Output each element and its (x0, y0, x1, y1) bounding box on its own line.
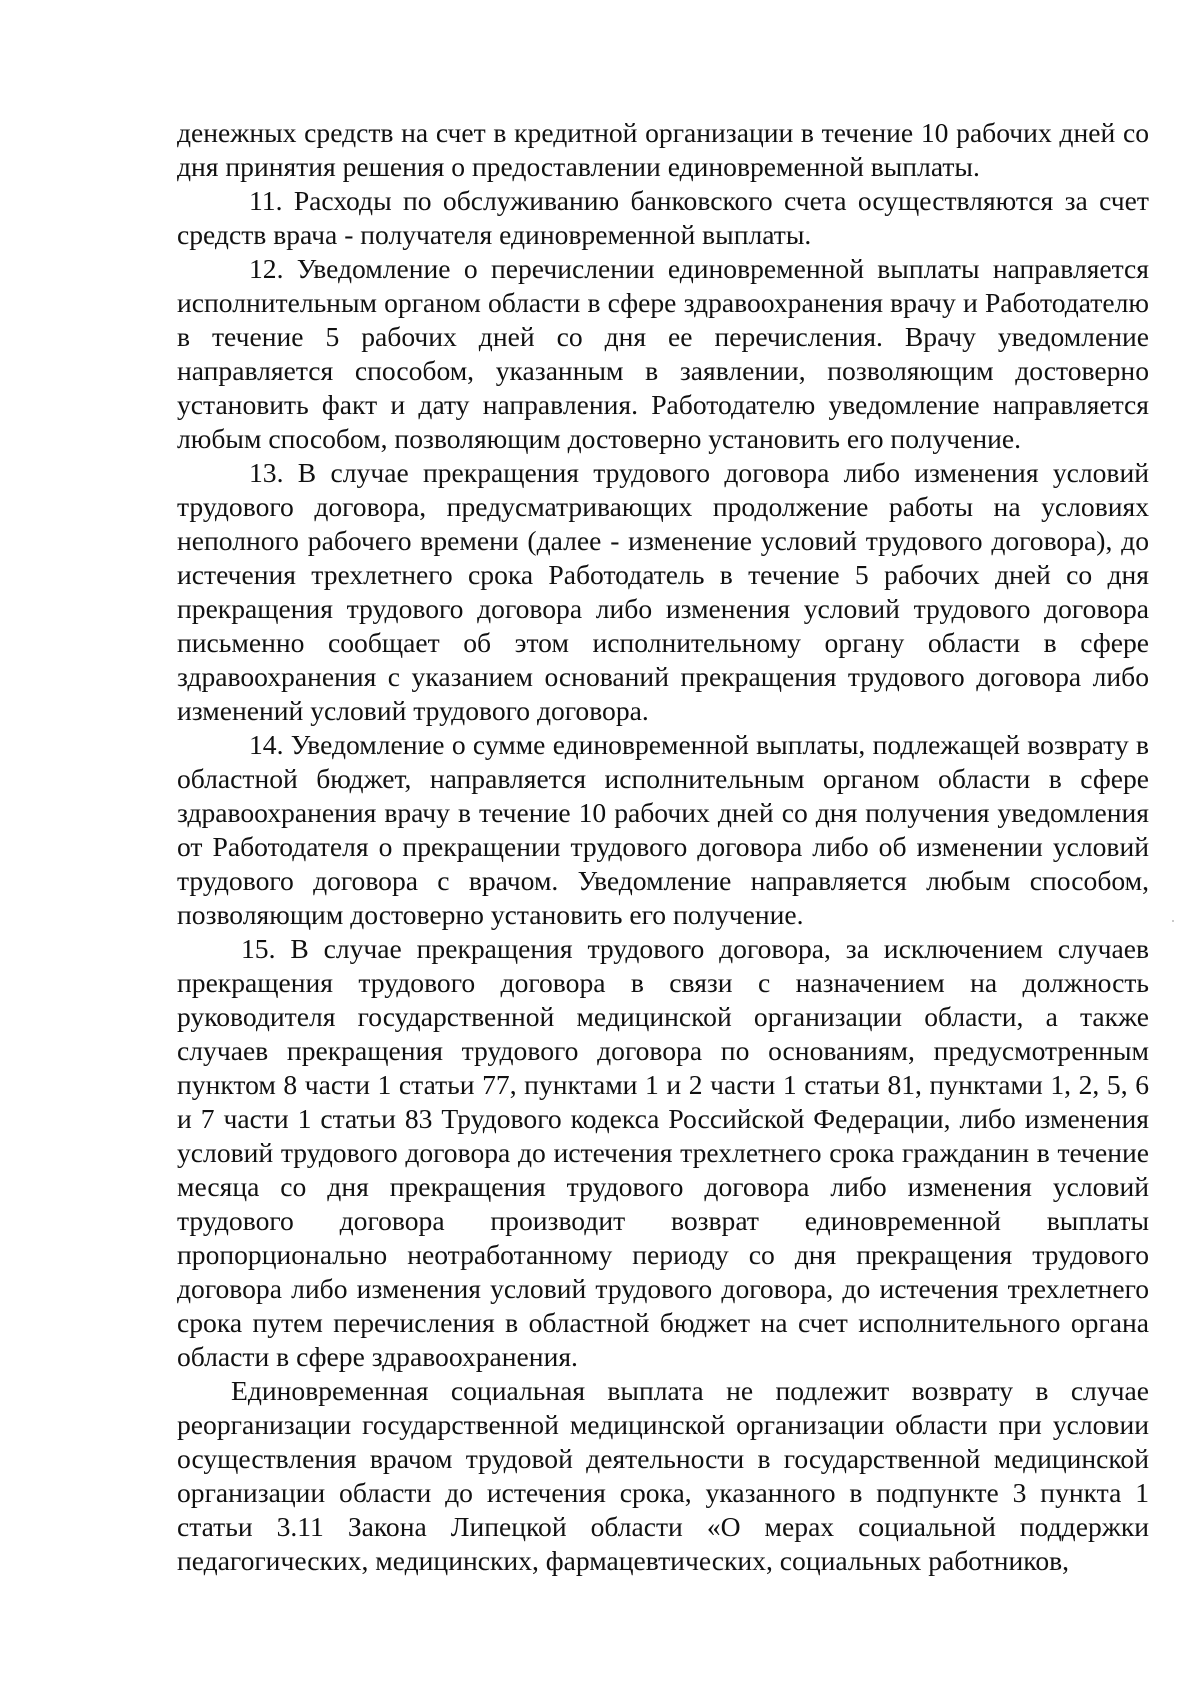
paragraph-12: 12. Уведомление о перечислении единовременной выплаты направляется исполнительным органом области в сфере здравоохранения врачу и Работодателю в течение 5 рабочих дней со дня ее перечисления. Врачу уведомление направляется способом, указанным в заявлении, позволяющим достоверно установить факт и дату направления. Работодателю уведомление направляется любым способом, позволяющим достоверно установить его получение. (177, 253, 1149, 454)
paragraph-continuation: денежных средств на счет в кредитной организации в течение 10 рабочих дней со дня принятия решения о предоставлении единовременной выплаты. (177, 117, 1149, 182)
scan-speck (1172, 920, 1174, 922)
paragraph-social-payment: Единовременная социальная выплата не подлежит возврату в случае реорганизации государственной медицинской организации области при условии осуществления врачом трудовой деятельности в государственной медицинской организации области до истечения срока, указанного в подпункте 3 пункта 1 статьи 3.11 Закона Липецкой области «О мерах социальной поддержки педагогических, медицинских, фармацевтических, социальных работников, (177, 1375, 1149, 1576)
paragraph-13: 13. В случае прекращения трудового договора либо изменения условий трудового договора, предусматривающих продолжение работы на условиях неполного рабочего времени (далее - изменение условий трудового договора), до истечения трехлетнего срока Работодатель в течение 5 рабочих дней со дня прекращения трудового договора либо изменения условий трудового договора письменно сообщает об этом исполнительному органу области в сфере здравоохранения с указанием оснований прекращения трудового договора либо изменений условий трудового договора. (177, 457, 1149, 726)
paragraph-14: 14. Уведомление о сумме единовременной выплаты, подлежащей возврату в областной бюджет, направляется исполнительным органом области в сфере здравоохранения врачу в течение 10 рабочих дней со дня получения уведомления от Работодателя о прекращении трудового договора либо об изменении условий трудового договора с врачом. Уведомление направляется любым способом, позволяющим достоверно установить его получение. (177, 729, 1149, 930)
paragraph-11: 11. Расходы по обслуживанию банковского счета осуществляются за счет средств врача - получателя единовременной выплаты. (177, 185, 1149, 250)
paragraph-15: 15. В случае прекращения трудового договора, за исключением случаев прекращения трудового договора в связи с назначением на должность руководителя государственной медицинской организации области, а также случаев прекращения трудового договора по основаниям, предусмотренным пунктом 8 части 1 статьи 77, пунктами 1 и 2 части 1 статьи 81, пунктами 1, 2, 5, 6 и 7 части 1 статьи 83 Трудового кодекса Российской Федерации, либо изменения условий трудового договора до истечения трехлетнего срока гражданин в течение месяца со дня прекращения трудового договора либо изменения условий трудового договора производит возврат единовременной выплаты пропорционально неотработанному периоду со дня прекращения трудового договора либо изменения условий трудового договора, до истечения трехлетнего срока путем перечисления в областной бюджет на счет исполнительного органа области в сфере здравоохранения. (177, 933, 1149, 1372)
document-body (177, 116, 1149, 1578)
